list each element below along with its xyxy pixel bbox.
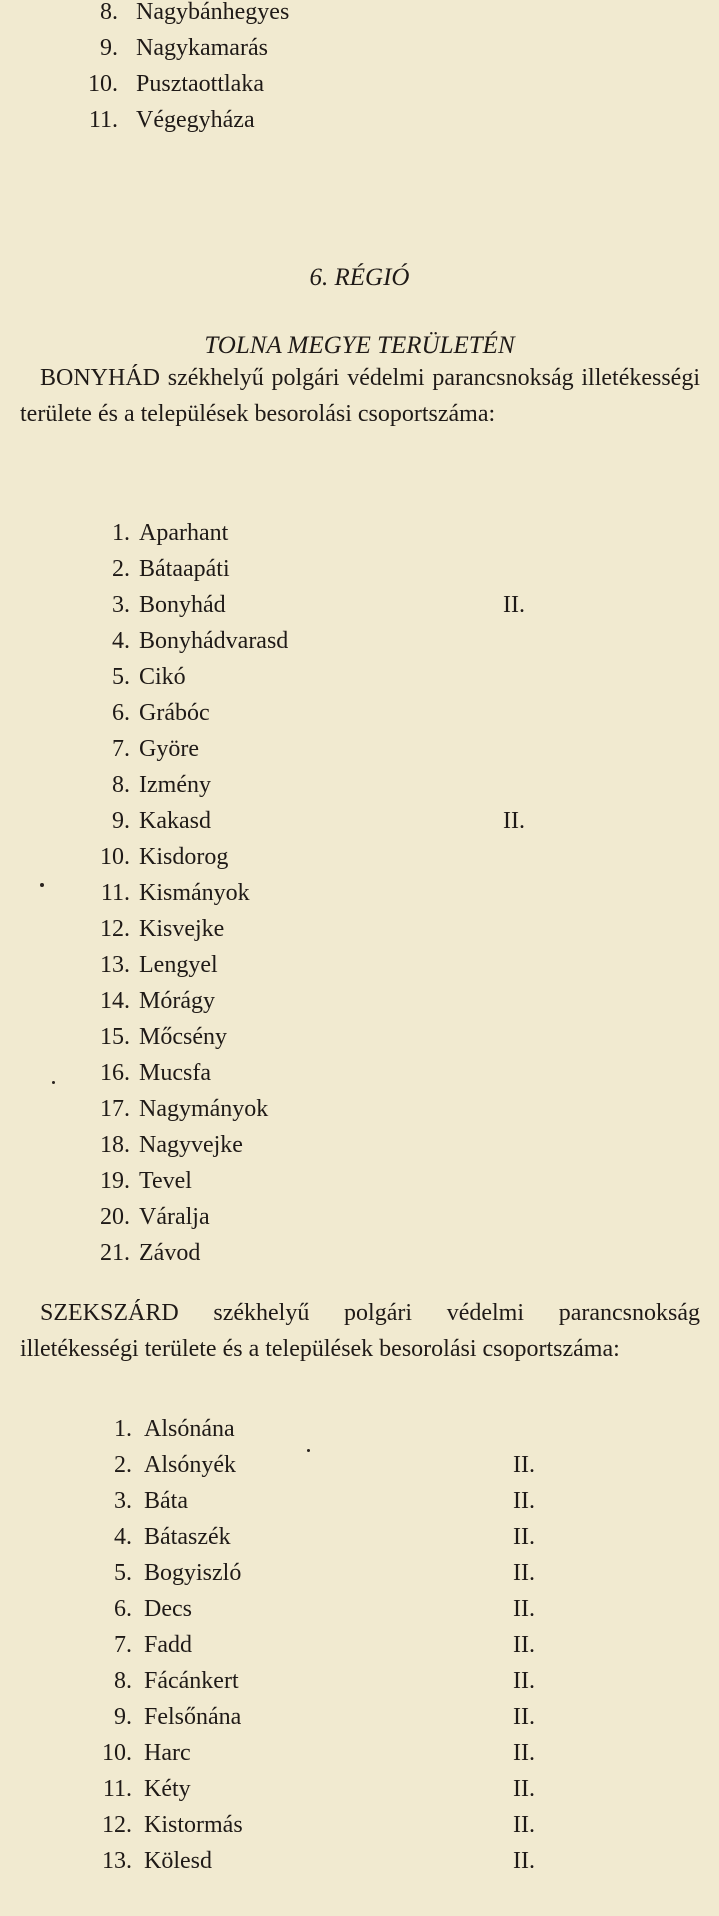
list-item: [0, 1699, 719, 1735]
list-item: [0, 1627, 719, 1663]
group-number: II.: [513, 1668, 535, 1694]
item-number: 12.: [102, 1812, 132, 1838]
list-item: [0, 623, 719, 659]
settlement-name: Aparhant: [139, 520, 229, 546]
item-number: 4.: [114, 1524, 132, 1550]
group-number: II.: [503, 808, 525, 834]
item-number: 11.: [102, 1776, 132, 1802]
list-item: [0, 1091, 719, 1127]
settlement-name: Kölesd: [144, 1848, 212, 1874]
list-item: [0, 1519, 719, 1555]
settlement-name: Závod: [139, 1240, 201, 1266]
group-number: II.: [513, 1776, 535, 1802]
item-number: 6.: [112, 700, 130, 726]
list-item: [0, 1127, 719, 1163]
item-number: 15.: [100, 1024, 130, 1050]
item-number: 17.: [100, 1096, 130, 1122]
item-number: 8.: [100, 0, 118, 25]
settlement-name: Mórágy: [139, 988, 215, 1014]
szekszard-paragraph-text: SZEKSZÁRD székhelyű polgári védelmi parancsnokság illetékességi területe és a települések besorolási csoportszáma:: [20, 1300, 700, 1362]
list-item: [0, 1163, 719, 1199]
settlement-name: Bonyhádvarasd: [139, 628, 289, 654]
settlement-name: Cikó: [139, 664, 186, 690]
group-number: II.: [513, 1596, 535, 1622]
list-item: [0, 1199, 719, 1235]
item-number: 2.: [114, 1452, 132, 1478]
group-number: II.: [513, 1524, 535, 1550]
szekszard-paragraph: [20, 1295, 700, 1367]
list-item: [0, 1807, 719, 1843]
list-item: [0, 731, 719, 767]
bonyhad-settlement-list: [0, 515, 719, 1271]
group-number: II.: [513, 1704, 535, 1730]
settlement-name: Izmény: [139, 772, 211, 798]
item-number: 10.: [100, 844, 130, 870]
settlement-name: Nagyvejke: [139, 1132, 243, 1158]
list-item: [0, 1235, 719, 1271]
list-item: [0, 1055, 719, 1091]
item-number: 6.: [114, 1596, 132, 1622]
settlement-name: Mucsfa: [139, 1060, 211, 1086]
item-number: 13.: [102, 1848, 132, 1874]
list-item: [0, 1771, 719, 1807]
settlement-name: Váralja: [139, 1204, 210, 1230]
list-item: [0, 695, 719, 731]
item-number: 5.: [114, 1560, 132, 1586]
item-number: 9.: [112, 808, 130, 834]
settlement-name: Kisvejke: [139, 916, 225, 942]
list-item: [0, 587, 719, 623]
group-number: II.: [513, 1452, 535, 1478]
settlement-name: Alsónyék: [144, 1452, 236, 1478]
item-number: 18.: [100, 1132, 130, 1158]
settlement-name: Bátaapáti: [139, 556, 230, 582]
list-item: [0, 0, 719, 30]
item-number: 4.: [112, 628, 130, 654]
list-item: [0, 1735, 719, 1771]
item-number: 20.: [100, 1204, 130, 1230]
list-item: [0, 875, 719, 911]
settlement-name: Grábóc: [139, 700, 210, 726]
list-item: [0, 30, 719, 66]
settlement-name: Decs: [144, 1596, 192, 1622]
settlement-name: Györe: [139, 736, 199, 762]
settlement-name: Kéty: [144, 1776, 191, 1802]
settlement-name: Felsőnána: [144, 1704, 242, 1730]
item-number: 8.: [114, 1668, 132, 1694]
item-number: 16.: [100, 1060, 130, 1086]
settlement-list-continued: [0, 0, 719, 138]
list-item: [0, 1843, 719, 1879]
settlement-name: Bátaszék: [144, 1524, 231, 1550]
item-number: 9.: [100, 35, 118, 61]
item-number: 3.: [112, 592, 130, 618]
region-title: 6. RÉGIÓ: [309, 264, 410, 291]
item-number: 11.: [88, 107, 118, 133]
settlement-name: Báta: [144, 1488, 188, 1514]
item-number: 10.: [102, 1740, 132, 1766]
item-number: 12.: [100, 916, 130, 942]
group-number: II.: [513, 1848, 535, 1874]
list-item: [0, 1483, 719, 1519]
item-number: 19.: [100, 1168, 130, 1194]
settlement-name: Alsónána: [144, 1416, 235, 1442]
list-item: [0, 803, 719, 839]
item-number: 1.: [112, 520, 130, 546]
settlement-name: Kisdorog: [139, 844, 229, 870]
settlement-name: Mőcsény: [139, 1024, 227, 1050]
item-number: 5.: [112, 664, 130, 690]
settlement-name: Fácánkert: [144, 1668, 239, 1694]
settlement-name: Pusztaottlaka: [136, 71, 264, 97]
settlement-name: Kismányok: [139, 880, 250, 906]
group-number: II.: [513, 1632, 535, 1658]
item-number: 21.: [100, 1240, 130, 1266]
settlement-name: Végegyháza: [136, 107, 255, 133]
list-item: [0, 551, 719, 587]
list-item: [0, 66, 719, 102]
settlement-name: Bogyiszló: [144, 1560, 242, 1586]
item-number: 8.: [112, 772, 130, 798]
item-number: 10.: [88, 71, 118, 97]
list-item: [0, 1411, 719, 1447]
item-number: 7.: [112, 736, 130, 762]
group-number: II.: [513, 1488, 535, 1514]
settlement-name: Fadd: [144, 1632, 192, 1658]
settlement-name: Bonyhád: [139, 592, 226, 618]
szekszard-settlement-list: [0, 1411, 719, 1879]
settlement-name: Kakasd: [139, 808, 211, 834]
list-item: [0, 1019, 719, 1055]
list-item: [0, 515, 719, 551]
item-number: 1.: [114, 1416, 132, 1442]
list-item: [0, 911, 719, 947]
settlement-name: Tevel: [139, 1168, 192, 1194]
print-speck: [307, 1449, 310, 1452]
item-number: 9.: [114, 1704, 132, 1730]
bonyhad-paragraph-text: BONYHÁD székhelyű polgári védelmi parancsnokság illetékességi területe és a települések besorolási csoportszáma:: [20, 365, 700, 427]
item-number: 7.: [114, 1632, 132, 1658]
list-item: [0, 659, 719, 695]
list-item: [0, 102, 719, 138]
list-item: [0, 947, 719, 983]
list-item: [0, 1555, 719, 1591]
list-item: [0, 767, 719, 803]
group-number: II.: [503, 592, 525, 618]
list-item: [0, 1591, 719, 1627]
item-number: 14.: [100, 988, 130, 1014]
list-item: [0, 983, 719, 1019]
item-number: 13.: [100, 952, 130, 978]
settlement-name: Nagymányok: [139, 1096, 269, 1122]
region-subtitle: TOLNA MEGYE TERÜLETÉN: [204, 332, 515, 359]
list-item: [0, 1447, 719, 1483]
settlement-name: Nagybánhegyes: [136, 0, 290, 25]
settlement-name: Nagykamarás: [136, 35, 268, 61]
item-number: 2.: [112, 556, 130, 582]
list-item: [0, 1663, 719, 1699]
settlement-name: Kistormás: [144, 1812, 243, 1838]
print-speck: [52, 1081, 55, 1084]
print-speck: [40, 883, 44, 887]
group-number: II.: [513, 1560, 535, 1586]
bonyhad-paragraph: [20, 360, 700, 432]
settlement-name: Lengyel: [139, 952, 218, 978]
group-number: II.: [513, 1740, 535, 1766]
settlement-name: Harc: [144, 1740, 191, 1766]
list-item: [0, 839, 719, 875]
group-number: II.: [513, 1812, 535, 1838]
item-number: 3.: [114, 1488, 132, 1514]
item-number: 11.: [100, 880, 130, 906]
